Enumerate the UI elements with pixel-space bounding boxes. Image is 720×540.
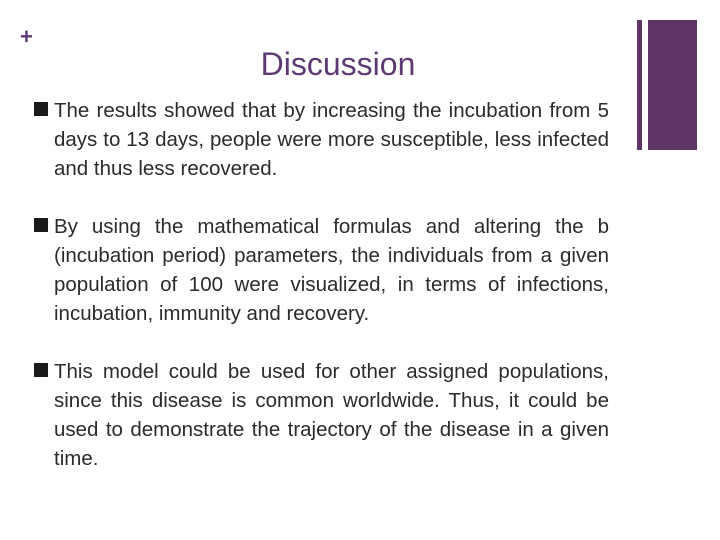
square-bullet-icon — [34, 218, 48, 232]
bullet-list — [34, 96, 609, 502]
square-bullet-icon — [34, 102, 48, 116]
square-bullet-icon — [34, 363, 48, 377]
bullet-text: The results showed that by increasing the incubation from 5 days to 13 days, people were more susceptible, less infected and thus less recovered. — [54, 99, 609, 180]
bullet-item — [34, 357, 609, 473]
plus-icon: + — [20, 24, 33, 49]
bullet-item — [34, 96, 609, 183]
accent-bar-wide — [648, 20, 697, 150]
bullet-text: By using the mathematical formulas and altering the b (incubation period) parameters, the individuals from a given population of 100 were visualized, in terms of infections, incubation, immunity and recovery. — [54, 215, 609, 325]
bullet-text: This model could be used for other assigned populations, since this disease is common worldwide. Thus, it could be used to demonstrate the trajectory of the disease in a given time. — [54, 360, 609, 470]
bullet-item — [34, 212, 609, 328]
slide-title: Discussion — [260, 46, 416, 82]
accent-bar-thin — [637, 20, 642, 150]
